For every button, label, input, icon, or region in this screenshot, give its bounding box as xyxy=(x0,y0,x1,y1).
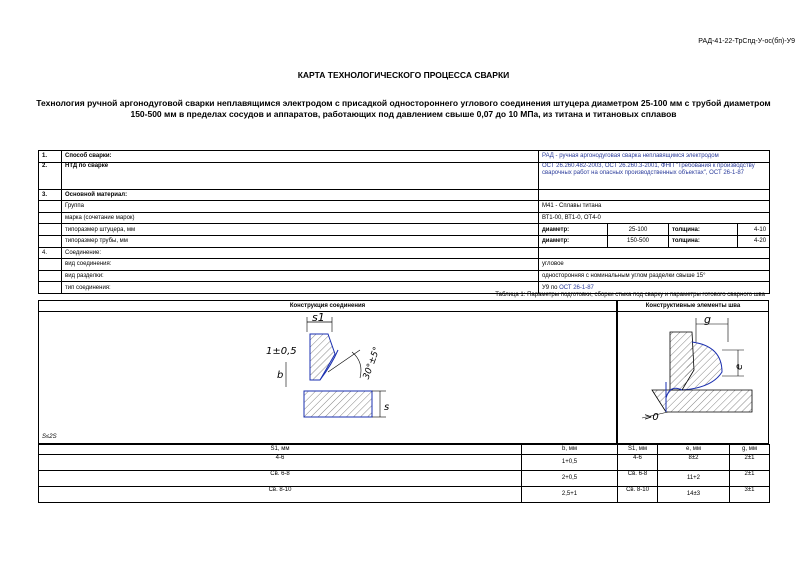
joint-type-prefix: У9 по xyxy=(542,284,558,291)
table-row xyxy=(39,247,770,259)
row-value xyxy=(539,189,770,201)
col-header: g, мм xyxy=(730,445,770,455)
col-header: b, мм xyxy=(522,445,618,455)
col-header: S1, мм xyxy=(39,445,522,455)
table-row xyxy=(39,151,770,163)
table-header-row xyxy=(39,445,770,455)
table-row xyxy=(39,454,770,470)
row-label: вид разделки: xyxy=(62,270,539,282)
row-num: 3. xyxy=(39,189,62,201)
row-num: 1. xyxy=(39,151,62,163)
page-title: КАРТА ТЕХНОЛОГИЧЕСКОГО ПРОЦЕССА СВАРКИ xyxy=(297,70,510,80)
cell: Св. 8-10 xyxy=(618,486,658,502)
table-row xyxy=(39,201,770,213)
s1-label: s1 xyxy=(312,312,325,324)
table-row xyxy=(39,212,770,224)
row-value: односторонняя с номинальным углом разделки свыше 15° xyxy=(539,270,770,282)
params-table xyxy=(38,444,770,503)
row-value: угловое xyxy=(539,259,770,271)
cell: Св. 6-8 xyxy=(618,470,658,486)
table-row xyxy=(39,235,770,247)
standard-link[interactable]: ОСТ 26-1-87 xyxy=(559,284,594,291)
col-header: S1, мм xyxy=(618,445,658,455)
cell: 1+0,5 xyxy=(522,454,618,470)
col-header: e, мм xyxy=(658,445,730,455)
e-label: e xyxy=(734,363,745,370)
row-value: М41 - Сплавы титана xyxy=(539,201,770,213)
thickness-value: 4-20 xyxy=(738,235,770,247)
row-label: типоразмер трубы, мм xyxy=(62,235,539,247)
table-row xyxy=(39,224,770,236)
row-label: тип соединения: xyxy=(62,282,539,294)
row-value: РАД - ручная аргонодуговая сварка неплавящимся электродом xyxy=(539,151,770,163)
table-caption: Таблица 1: Параметры подготовки, сборки стыка под сварку и параметры готового сварного шва xyxy=(495,292,765,298)
page-subtitle: Технология ручной аргонодуговой сварки неплавящимся электродом с присадкой одностороннего углового соединения штуцера диаметром 25-100 мм с трубой диаметром 150-500 мм в пределах сосудов и аппаратов, работающих под давлением свыше 0,07 до 10 МПа, из титана и титановых сплавов xyxy=(36,98,771,119)
cell: 2±1 xyxy=(730,470,770,486)
cell: 14±3 xyxy=(658,486,730,502)
diameter-label: диаметр: xyxy=(539,224,608,236)
corner-note: S≤2S xyxy=(42,434,57,440)
row-label: марка (сочетание марок) xyxy=(62,212,539,224)
row-num: 2. xyxy=(39,162,62,189)
row-label: НТД по сварке xyxy=(62,162,539,189)
document-code: РАД-41-22-ТрСпд-У-ос(бп)-У9 xyxy=(698,38,795,45)
row-label: типоразмер штуцера, мм xyxy=(62,224,539,236)
gap-label: 1±0,5 xyxy=(266,346,297,357)
diameter-label: диаметр: xyxy=(539,235,608,247)
row-label: Соединение: xyxy=(62,247,539,259)
table-row xyxy=(39,259,770,271)
weld-drawing-header: Конструктивные элементы шва xyxy=(617,301,769,312)
cell: 4-6 xyxy=(618,454,658,470)
cell: 8±2 xyxy=(658,454,730,470)
cell: 11+2 xyxy=(658,470,730,486)
row-label: Основной материал: xyxy=(62,189,539,201)
cell: 4-6 xyxy=(39,454,522,470)
weld-elements-drawing xyxy=(622,312,767,437)
b-label: b xyxy=(277,370,284,381)
table-row xyxy=(39,189,770,201)
table-row xyxy=(39,470,770,486)
cell: 2±1 xyxy=(730,454,770,470)
thickness-label: толщина: xyxy=(669,235,738,247)
cell: Св. 6-8 xyxy=(39,470,522,486)
table-row xyxy=(39,270,770,282)
cell: 3±1 xyxy=(730,486,770,502)
cell: 2,5+1 xyxy=(522,486,618,502)
g-label: g xyxy=(704,313,711,326)
joint-drawing-header: Конструкция соединения xyxy=(38,301,617,312)
row-label: вид соединения: xyxy=(62,259,539,271)
cell: 2+0,5 xyxy=(522,470,618,486)
diameter-value: 150-500 xyxy=(608,235,669,247)
row-value: ВТ1-00, ВТ1-0, ОТ4-0 xyxy=(539,212,770,224)
thickness-value: 4-10 xyxy=(738,224,770,236)
cell: Св. 8-10 xyxy=(39,486,522,502)
table-row xyxy=(39,162,770,189)
joint-construction-drawing xyxy=(260,312,440,437)
diameter-value: 25-100 xyxy=(608,224,669,236)
thickness-label: толщина: xyxy=(669,224,738,236)
angle-label: 30°±5° xyxy=(361,345,383,381)
root-label: >0 xyxy=(644,412,659,423)
table-row xyxy=(39,486,770,502)
s-label: s xyxy=(384,402,390,413)
row-value: ОСТ 26.260.482-2003, ОСТ 26.260.3-2001, ФНП "Требования к производству сварочных работ на опасных производственных объектах", ОСТ 26-1-87 xyxy=(539,162,770,189)
row-num: 4. xyxy=(39,247,62,259)
welding-info-table xyxy=(38,150,770,294)
row-label: Группа xyxy=(62,201,539,213)
row-label: Способ сварки: xyxy=(62,151,539,163)
